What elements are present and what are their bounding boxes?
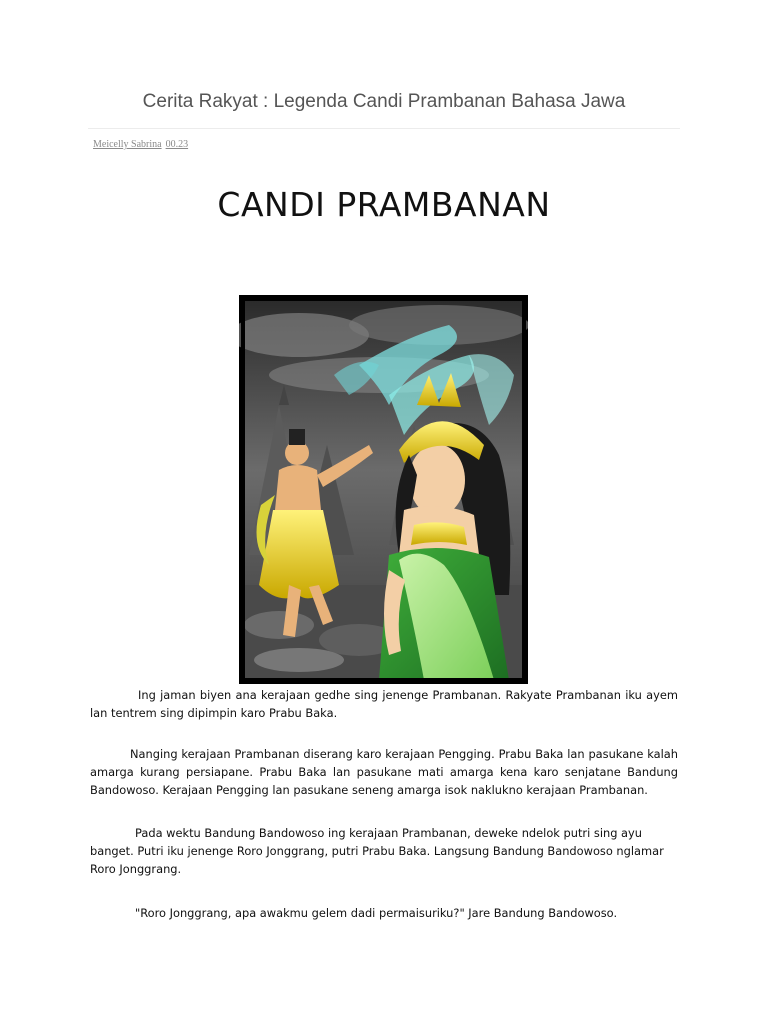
story-paragraph: Ing jaman biyen ana kerajaan gedhe sing jenenge Prambanan. Rakyate Prambanan iku ayem lan tentrem sing dipimpin karo Prabu Baka. [90,688,678,720]
author-link[interactable]: Meicelly Sabrina [93,139,162,150]
post-title: Cerita Rakyat : Legenda Candi Prambanan Bahasa Jawa [142,91,626,112]
story-paragraph: "Roro Jonggrang, apa awakmu gelem dadi permaisuriku?" Jare Bandung Bandowoso. [135,906,618,920]
post-time-link[interactable]: 00.23 [165,139,189,150]
story-paragraph: Pada wektu Bandung Bandowoso ing kerajaan Prambanan, deweke ndelok putri sing ayu banget. Putri iku jenenge Roro Jonggrang, putri Prabu Baka. Langsung Bandung Bandowoso nglamar Roro Jonggrang. [90,826,664,876]
roro-jonggrang-illustration [239,295,528,684]
article-headline: CANDI PRAMBANAN [217,185,551,224]
post-meta [93,139,188,150]
title-divider [88,128,680,129]
story-paragraph: Nanging kerajaan Prambanan diserang karo kerajaan Pengging. Prabu Baka lan pasukane kalah amarga kurang persiapane. Prabu Baka lan pasukane mati amarga kena karo senjatane Bandung Bandowoso. Kerajaan Pengging lan pasukane seneng amarga isok naklukno kerajaan Prambanan. [90,747,678,797]
